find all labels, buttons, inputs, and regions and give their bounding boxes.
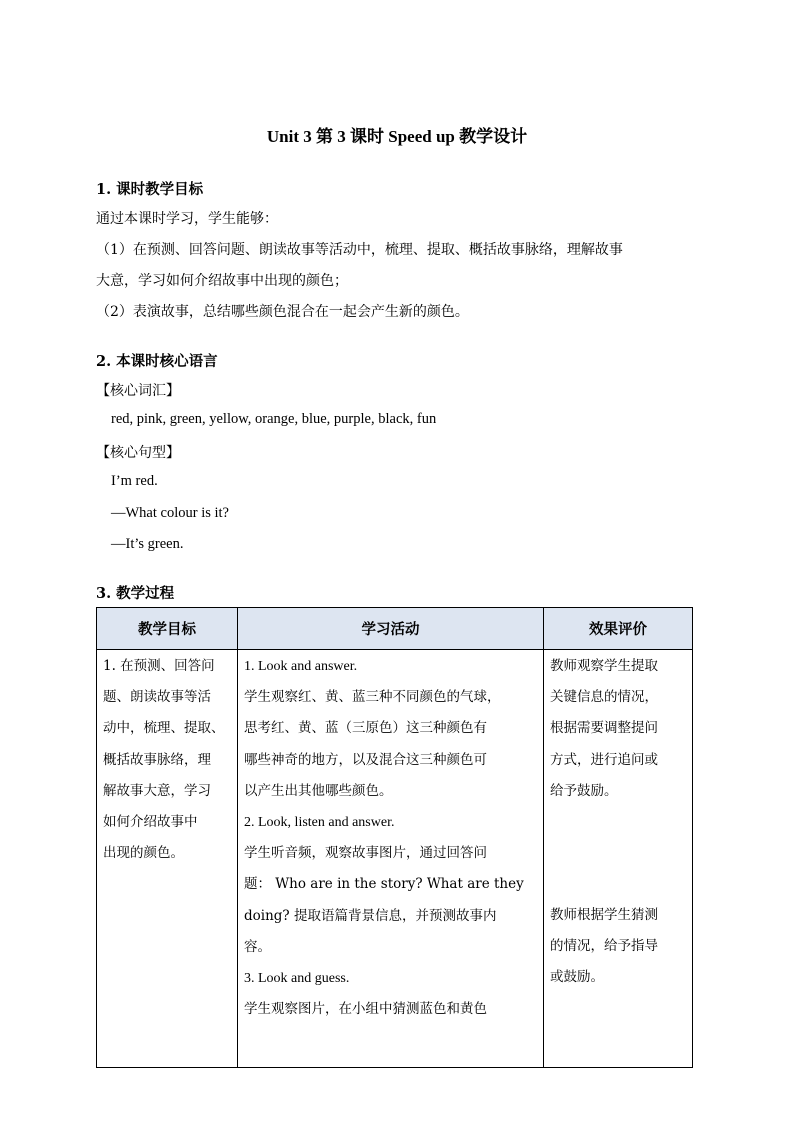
evaluation-line: 方式，进行追问或 <box>550 751 658 768</box>
goal-line: 动中，梳理、提取、 <box>103 720 225 737</box>
section-heading-core-language: 2. 本课时核心语言 <box>96 353 218 370</box>
header-activity: 学习活动 <box>238 608 544 650</box>
objectives-intro: 通过本课时学习，学生能够： <box>96 211 278 227</box>
evaluation-line: 给予鼓励。 <box>550 782 618 799</box>
vocab-label: 【核心词汇】 <box>96 383 180 399</box>
document-title: Unit 3 第 3 课时 Speed up 教学设计 <box>266 127 528 146</box>
goal-line: 题、朗读故事等活 <box>103 689 211 706</box>
pattern-3: —It’s green. <box>111 536 184 552</box>
activity-line: 3. Look and guess. <box>244 971 350 987</box>
activity-line: 1. Look and answer. <box>244 659 358 674</box>
evaluation-cell <box>544 650 693 1068</box>
activity-line: 思考红、黄、蓝（三原色）这三种颜色有 <box>244 720 487 737</box>
header-goal: 教学目标 <box>97 608 238 650</box>
evaluation-line: 教师根据学生猜测 <box>550 907 658 924</box>
table-header-row <box>97 608 693 650</box>
activity-line: 学生观察图片，在小组中猜测蓝色和黄色 <box>244 1001 487 1018</box>
activity-line: 2. Look, listen and answer. <box>244 815 395 831</box>
goal-line: 解故事大意，学习 <box>103 782 211 799</box>
evaluation-line: 根据需要调整提问 <box>550 720 658 737</box>
objective-1-line-2: 大意，学习如何介绍故事中出现的颜色； <box>96 273 348 289</box>
activity-line: 题： Who are in the story? What are they <box>244 876 524 893</box>
goal-line: 1. 在预测、回答问 <box>103 658 215 674</box>
teaching-process-table <box>96 607 693 1068</box>
activity-line: 学生听音频，观察故事图片，通过回答问 <box>244 845 487 862</box>
evaluation-line: 的情况，给予指导 <box>550 938 658 955</box>
activity-line: 哪些神奇的地方，以及混合这三种颜色可 <box>244 751 487 768</box>
evaluation-line: 教师观察学生提取 <box>550 658 658 674</box>
activity-cell <box>238 650 544 1068</box>
objective-1-line-1: （1）在预测、回答问题、朗读故事等活动中，梳理、提取、概括故事脉络，理解故事 <box>96 242 623 258</box>
pattern-1: I’m red. <box>111 473 158 489</box>
goal-line: 出现的颜色。 <box>103 845 184 862</box>
goal-line: 如何介绍故事中 <box>103 814 198 831</box>
pattern-label: 【核心句型】 <box>96 445 180 461</box>
table-row <box>97 650 693 1068</box>
section-heading-objectives: 1. 课时教学目标 <box>96 181 204 198</box>
evaluation-line: 关键信息的情况， <box>550 689 658 706</box>
section-heading-process: 3. 教学过程 <box>96 585 175 602</box>
activity-line: 学生观察红、黄、蓝三种不同颜色的气球， <box>244 689 501 706</box>
activity-line: 以产生出其他哪些颜色。 <box>244 782 393 799</box>
objective-2: （2）表演故事，总结哪些颜色混合在一起会产生新的颜色。 <box>96 304 469 320</box>
vocab-list: red, pink, green, yellow, orange, blue, purple, black, fun <box>111 411 437 427</box>
goal-cell <box>97 650 238 1068</box>
activity-line: 容。 <box>244 938 271 955</box>
activity-line: doing? 提取语篇背景信息，并预测故事内 <box>244 907 497 924</box>
pattern-2: —What colour is it? <box>111 505 229 521</box>
goal-line: 概括故事脉络，理 <box>103 751 211 768</box>
evaluation-line: 或鼓励。 <box>550 969 604 986</box>
header-evaluation: 效果评价 <box>544 608 693 650</box>
